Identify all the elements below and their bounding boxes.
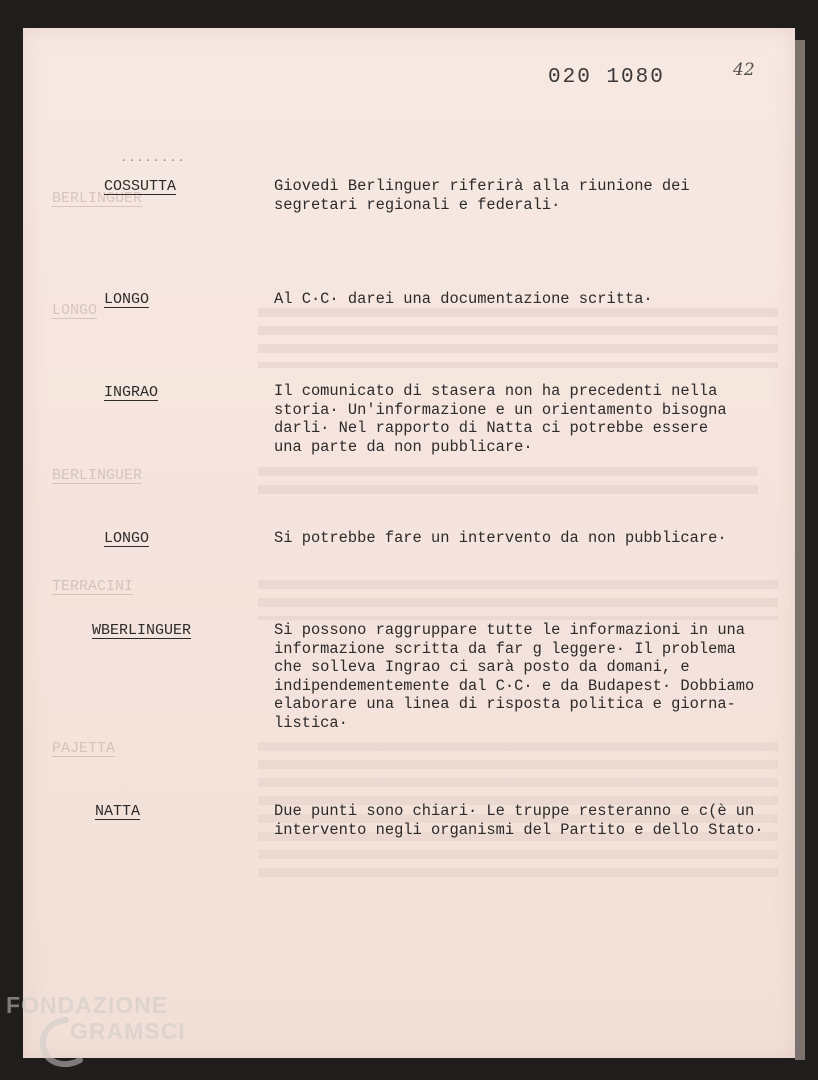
paper-edge bbox=[795, 40, 805, 1060]
bleed-through-text: PAJETTA bbox=[52, 740, 116, 757]
bleed-through-text: TERRACINI bbox=[52, 578, 134, 595]
speaker-natta: NATTA bbox=[95, 803, 141, 820]
watermark-line-2: GRAMSCI bbox=[70, 1018, 186, 1044]
speech-berlinguer: Si possono raggruppare tutte le informazioni in una informazione scritta da far g leggere· Il problema che solleva Ingrao ci sarà posto da domani, e indipendementemente dal C·C· e da Budapest· Dobbiamo elaborare una linea di risposta politica e giorna- listica· bbox=[274, 621, 755, 732]
bleed-through-lines bbox=[258, 580, 778, 620]
speaker-ingrao: INGRAO bbox=[104, 384, 159, 401]
handwritten-page-number: 42 bbox=[733, 60, 755, 80]
speech-longo-2: Si potrebbe fare un intervento da non pubblicare· bbox=[274, 529, 727, 547]
separator-dots: ........ bbox=[120, 151, 186, 165]
document-number: 020 1080 bbox=[548, 66, 665, 89]
bleed-through-text: BERLINGUER bbox=[52, 467, 143, 484]
speech-natta: Due punti sono chiari· Le truppe resteranno e c(è un intervento negli organismi del Partito e dello Stato· bbox=[274, 802, 764, 839]
watermark-line-1: FONDAZIONE bbox=[6, 992, 169, 1018]
bleed-through-lines bbox=[258, 467, 758, 503]
bleed-through-lines bbox=[258, 308, 778, 368]
speech-cossutta: Giovedì Berlinguer riferirà alla riunione dei segretari regionali e federali· bbox=[274, 177, 690, 214]
fondazione-gramsci-watermark bbox=[6, 992, 206, 1074]
speech-ingrao: Il comunicato di stasera non ha precedenti nella storia· Un'informazione e un orientamento bisogna darli· Nel rapporto di Natta ci potrebbe essere una parte da non pubblicare· bbox=[274, 382, 727, 456]
bleed-through-text: BERLINGUER bbox=[52, 190, 143, 207]
bleed-through-text: LONGO bbox=[52, 302, 98, 319]
speaker-longo-1: LONGO bbox=[104, 291, 150, 308]
speech-longo-1: Al C·C· darei una documentazione scritta· bbox=[274, 290, 653, 308]
speaker-cossutta: COSSUTTA bbox=[104, 178, 177, 195]
speaker-longo-2: LONGO bbox=[104, 530, 150, 547]
speaker-berlinguer: WBERLINGUER bbox=[92, 622, 192, 639]
